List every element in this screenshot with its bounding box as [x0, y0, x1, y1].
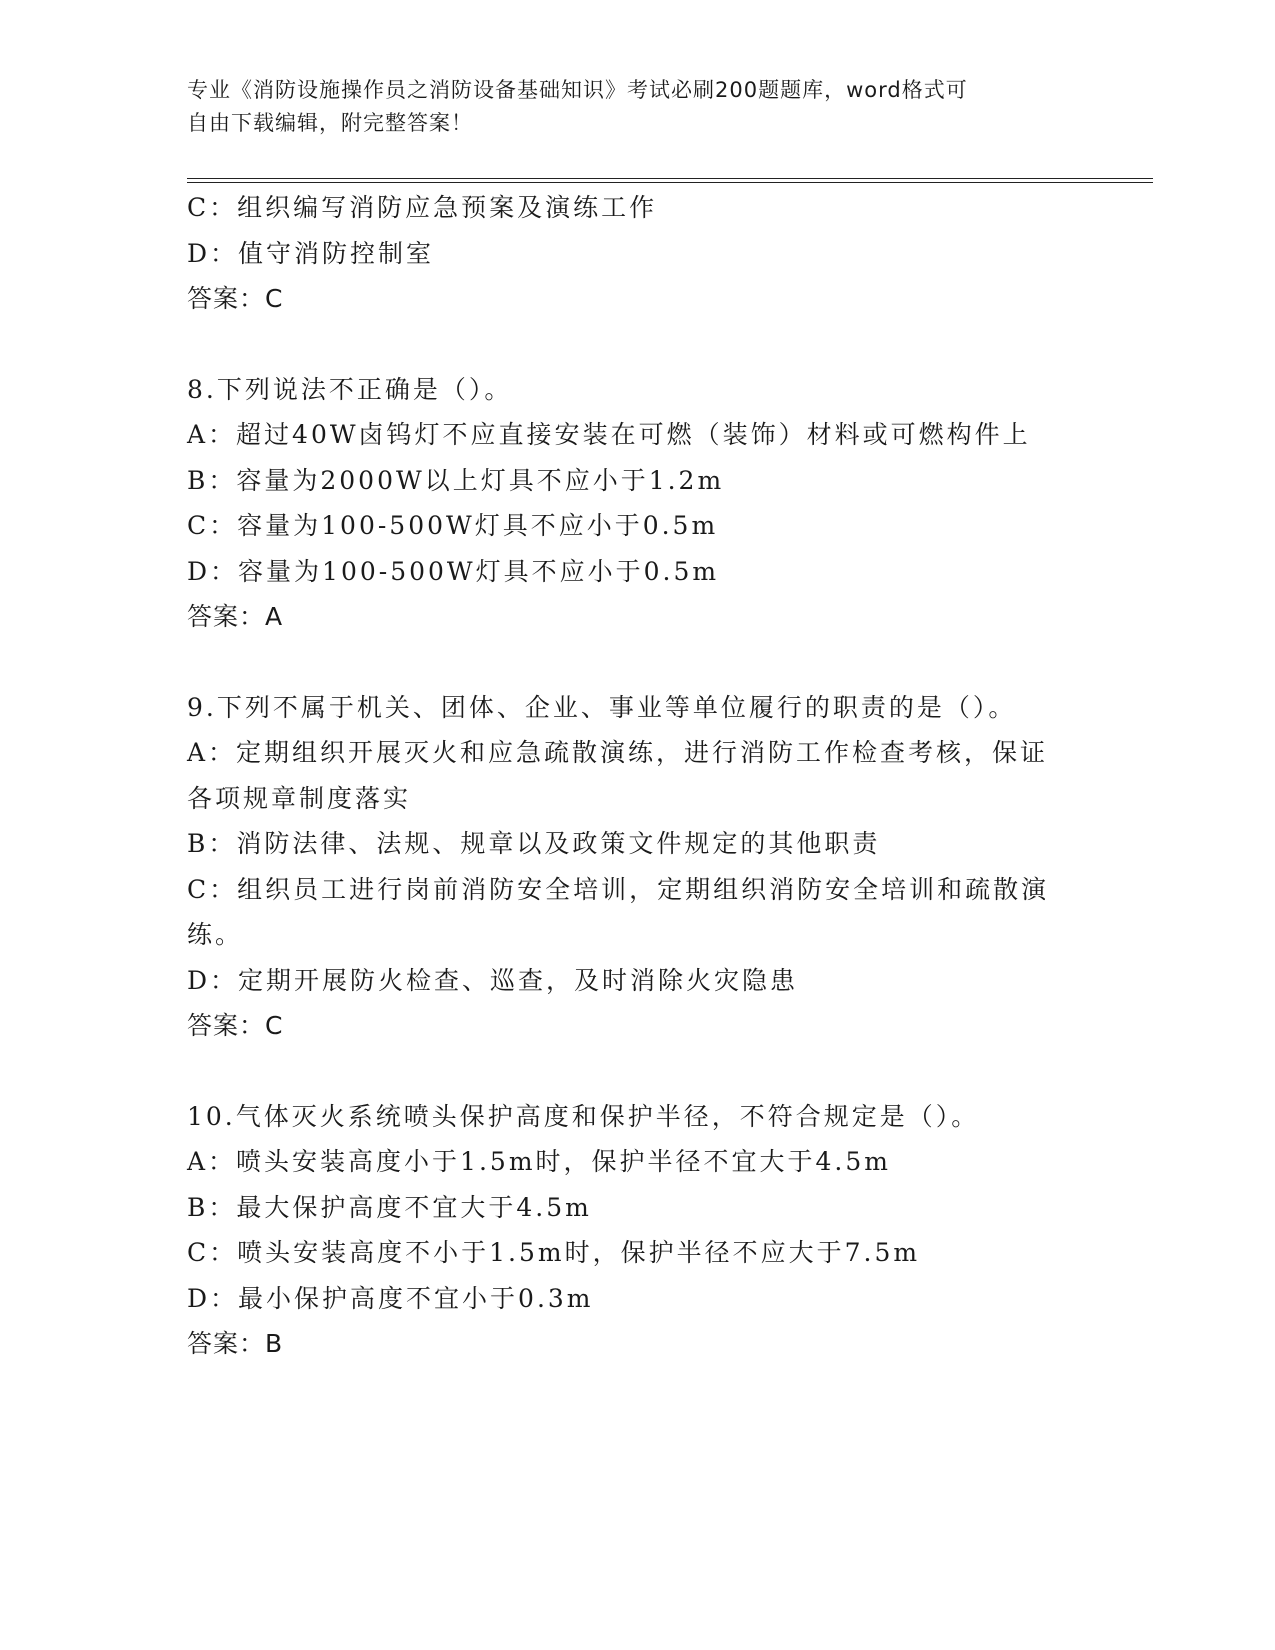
spacer	[187, 322, 1087, 367]
q7-option-c: C：组织编写消防应急预案及演练工作	[187, 193, 658, 222]
question-list	[187, 185, 1087, 1367]
q9-option-d: D：定期开展防火检查、巡查，及时消除火灾隐患	[187, 965, 799, 995]
q10-option-b: B：最大保护高度不宜大于4.5m	[187, 1192, 592, 1222]
q10-option-c: C：喷头安装高度不小于1.5m时，保护半径不应大于7.5m	[187, 1238, 921, 1267]
q7-option-d: D：值守消防控制室	[187, 238, 435, 268]
document-header	[187, 74, 1067, 140]
q8-option-b: B：容量为2000W以上灯具不应小于1.2m	[187, 465, 725, 495]
q10-stem: 10.气体灭火系统喷头保护高度和保护半径，不符合规定是（）。	[187, 1101, 980, 1131]
question-10	[187, 1094, 1087, 1367]
q9-option-c-line-1: C：组织员工进行岗前消防安全培训，定期组织消防安全培训和疏散演	[187, 874, 1050, 904]
q9-option-b: B：消防法律、法规、规章以及政策文件规定的其他职责	[187, 829, 881, 858]
spacer	[187, 1049, 1087, 1094]
q8-answer: 答案：A	[187, 602, 284, 631]
q8-option-c: C：容量为100-500W灯具不应小于0.5m	[187, 511, 719, 540]
header-title-line-2: 自由下载编辑，附完整答案！	[187, 111, 473, 135]
q10-answer: 答案：B	[187, 1329, 284, 1358]
q9-option-a-line-2: 各项规章制度落实	[187, 783, 412, 813]
q10-option-a: A：喷头安装高度小于1.5m时，保护半径不宜大于4.5m	[187, 1147, 891, 1176]
spacer	[187, 640, 1087, 685]
header-divider	[187, 178, 1153, 183]
q9-option-a-line-1: A：定期组织开展灭火和应急疏散演练，进行消防工作检查考核，保证	[187, 738, 1049, 767]
q9-option-c-line-2: 练。	[187, 920, 244, 949]
question-8	[187, 367, 1087, 640]
question-9	[187, 685, 1087, 1049]
q8-option-d: D：容量为100-500W灯具不应小于0.5m	[187, 556, 720, 586]
q8-option-a: A：超过40W卤钨灯不应直接安装在可燃（装饰）材料或可燃构件上	[187, 420, 1031, 449]
q9-answer: 答案：C	[187, 1011, 284, 1040]
q8-stem: 8.下列说法不正确是（）。	[187, 374, 513, 404]
header-title-line-1: 专业《消防设施操作员之消防设备基础知识》考试必刷200题题库，word格式可	[187, 78, 968, 102]
q9-stem: 9.下列不属于机关、团体、企业、事业等单位履行的职责的是（）。	[187, 692, 1017, 722]
q10-option-d: D：最小保护高度不宜小于0.3m	[187, 1283, 594, 1313]
question-7-tail	[187, 185, 1087, 322]
q7-answer: 答案：C	[187, 284, 284, 313]
